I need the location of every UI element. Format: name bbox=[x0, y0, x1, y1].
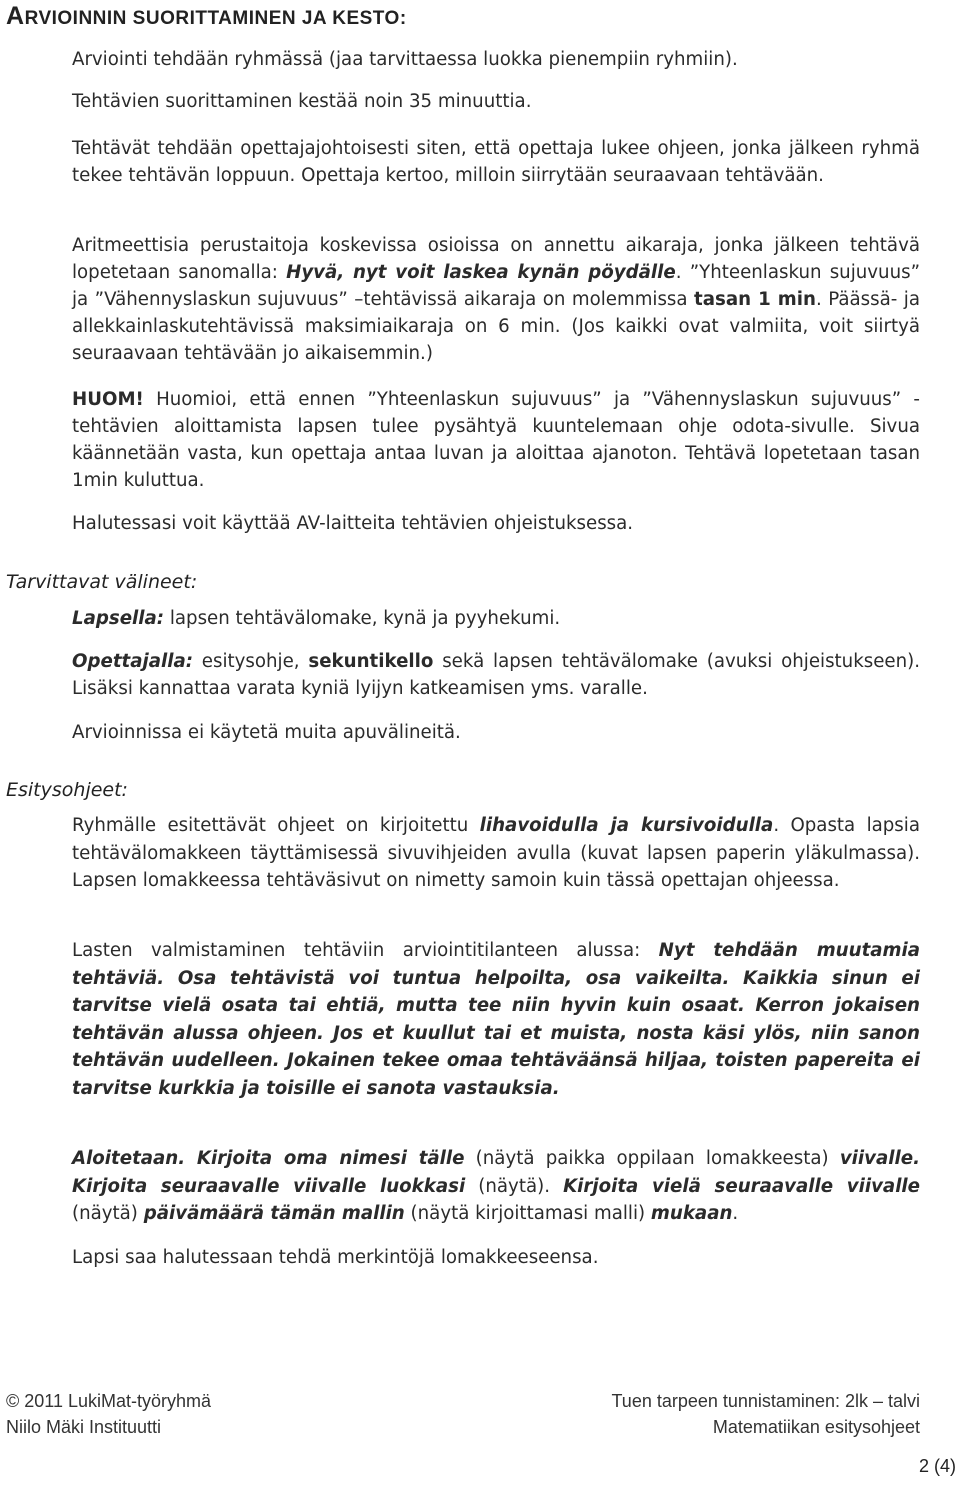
tools-teacher bbox=[72, 648, 920, 702]
start-aside-4: (näytä kirjoittamasi malli) bbox=[404, 1203, 651, 1224]
start-end: . bbox=[732, 1203, 739, 1224]
child-label: Lapsella: bbox=[72, 608, 165, 629]
tools-note: Arvioinnissa ei käytetä muita apuvälineitä. bbox=[72, 722, 461, 743]
prep-text: Lasten valmistaminen tehtäviin arviointitilanteen alussa: bbox=[72, 940, 659, 961]
footer-series: Tuen tarpeen tunnistaminen: 2lk – talvi bbox=[611, 1391, 920, 1411]
start-aside-2: (näytä). bbox=[465, 1175, 564, 1197]
instructions-paragraph-2 bbox=[72, 937, 920, 1102]
intro-paragraph-1: Arviointi tehdään ryhmässä (jaa tarvittaessa luokka pienempiin ryhmiin). bbox=[72, 49, 738, 70]
intro-paragraph-2: Tehtävien suorittaminen kestää noin 35 minuuttia. bbox=[72, 91, 532, 112]
time-limit-text-3: . Päässä- ja allekkainlaskutehtävissä maksimiaikaraja on 6 min. (Jos kaikki ovat valmiita, voit siirtyä seuraavaan tehtävään jo aikaisemmin.) bbox=[72, 289, 920, 364]
intro-paragraph-3: Tehtävät tehdään opettajajohtoisesti siten, että opettaja lukee ohjeen, jonka jälkeen ryhmä tekee tehtävän loppuun. Opettaja kertoo, milloin siirrytään seuraavaan tehtävään. bbox=[72, 138, 920, 186]
footer-left bbox=[6, 1388, 211, 1440]
start-script-3: Kirjoita vielä seuraavalle viivalle bbox=[563, 1175, 920, 1197]
instructions-paragraph-3 bbox=[72, 1145, 920, 1228]
footer-right bbox=[611, 1388, 920, 1440]
time-limit-text: Aritmeettisia perustaitoja koskevissa osioissa on annettu aikaraja, jonka jälkeen tehtävä lopetetaan sanomalla: bbox=[72, 235, 920, 283]
prep-script: Nyt tehdään muutamia tehtäviä. Osa tehtävistä voi tuntua helpoilta, osa vaikeilta. Kaikkia sinun ei tarvitse vielä osata tai ehtiä, mutta tee niin hyvin kuin osaat. Kerron jokaisen tehtävän alussa ohjeen. Jos et kuullut tai et muista, nosta käsi ylös, niin sanon tehtävän uudelleen. Jokainen tekee omaa tehtäväänsä hiljaa, toisten papereita ei tarvitse kurkkia ja toisille ei sanota vastauksia. bbox=[72, 940, 920, 1099]
teacher-tools: esitysohje, bbox=[193, 651, 309, 672]
start-script-4: päivämäärä tämän mallin bbox=[143, 1203, 405, 1224]
heading-initial: A bbox=[6, 2, 25, 30]
instructions-section-label: Esitysohjeet: bbox=[6, 779, 128, 801]
note-text: Huomioi, että ennen ”Yhteenlaskun sujuvuus” ja ”Vähennyslaskun sujuvuus” -tehtävien aloittamista lapsen tulee pysähtyä kuuntelemaan ohje odota-sivulle. Sivua käännetään vasta, kun opettaja antaa luvan ja aloittaa ajanoton. Tehtävä lopetetaan tasan 1min kuluttua. bbox=[72, 389, 920, 491]
av-paragraph: Halutessasi voit käyttää AV-laitteita tehtävien ohjeistuksessa. bbox=[72, 513, 634, 534]
note-label: HUOM! bbox=[72, 389, 144, 410]
footer-doc-title: Matematiikan esitysohjeet bbox=[712, 1417, 920, 1437]
intro-paragraph-4 bbox=[72, 232, 920, 367]
footer-institute: Niilo Mäki Instituutti bbox=[6, 1417, 162, 1437]
stopwatch: sekuntikello bbox=[308, 651, 434, 672]
time-limit-text-2: . ”Yhteenlaskun sujuvuus” ja ”Vähennyslaskun sujuvuus” –tehtävissä aikaraja on molemmissa bbox=[72, 262, 920, 310]
instructions-paragraph-4: Lapsi saa halutessaan tehdä merkintöjä lomakkeeseensa. bbox=[72, 1247, 599, 1268]
child-tools: lapsen tehtävälomake, kynä ja pyyhekumi. bbox=[164, 608, 561, 629]
start-aside-3: (näytä) bbox=[72, 1203, 144, 1224]
start-aside: (näytä paikka oppilaan lomakkeesta) bbox=[464, 1148, 840, 1169]
start-script: Aloitetaan. Kirjoita oma nimesi tälle bbox=[72, 1148, 465, 1169]
tools-child bbox=[72, 605, 920, 632]
teacher-tools-2: sekä lapsen tehtävälomake (avuksi ohjeistukseen). Lisäksi kannattaa varata kyniä lyijyn katkeamisen yms. varalle. bbox=[72, 651, 920, 699]
instructions-paragraph-1 bbox=[72, 812, 920, 895]
stop-phrase: Hyvä, nyt voit laskea kynän pöydälle bbox=[286, 262, 676, 283]
tools-section-label: Tarvittavat välineet: bbox=[6, 571, 198, 593]
heading-rest: RVIOINNIN SUORITTAMINEN JA KESTO: bbox=[24, 8, 407, 29]
instr-text: Ryhmälle esitettävät ohjeet on kirjoitettu bbox=[72, 815, 480, 836]
exact-minute: tasan 1 min bbox=[694, 289, 816, 310]
footer-copyright: © 2011 LukiMat-työryhmä bbox=[6, 1391, 212, 1411]
note-paragraph bbox=[72, 386, 920, 494]
instr-text-2: . Opasta lapsia tehtävälomakkeen täyttämisessä sivuvihjeiden avulla (kuvat lapsen paperin yläkulmassa). Lapsen lomakkeessa tehtäväsivut on nimetty samoin kuin tässä opettajan ohjeessa. bbox=[72, 815, 920, 891]
start-script-5: mukaan bbox=[650, 1203, 733, 1224]
start-script-2: viivalle. Kirjoita seuraavalle viivalle luokkasi bbox=[72, 1148, 920, 1197]
instr-emphasis: lihavoidulla ja kursivoidulla bbox=[479, 815, 774, 836]
section-heading bbox=[6, 2, 407, 31]
teacher-label: Opettajalla: bbox=[72, 651, 193, 672]
page-number: 2 (4) bbox=[918, 1456, 956, 1476]
